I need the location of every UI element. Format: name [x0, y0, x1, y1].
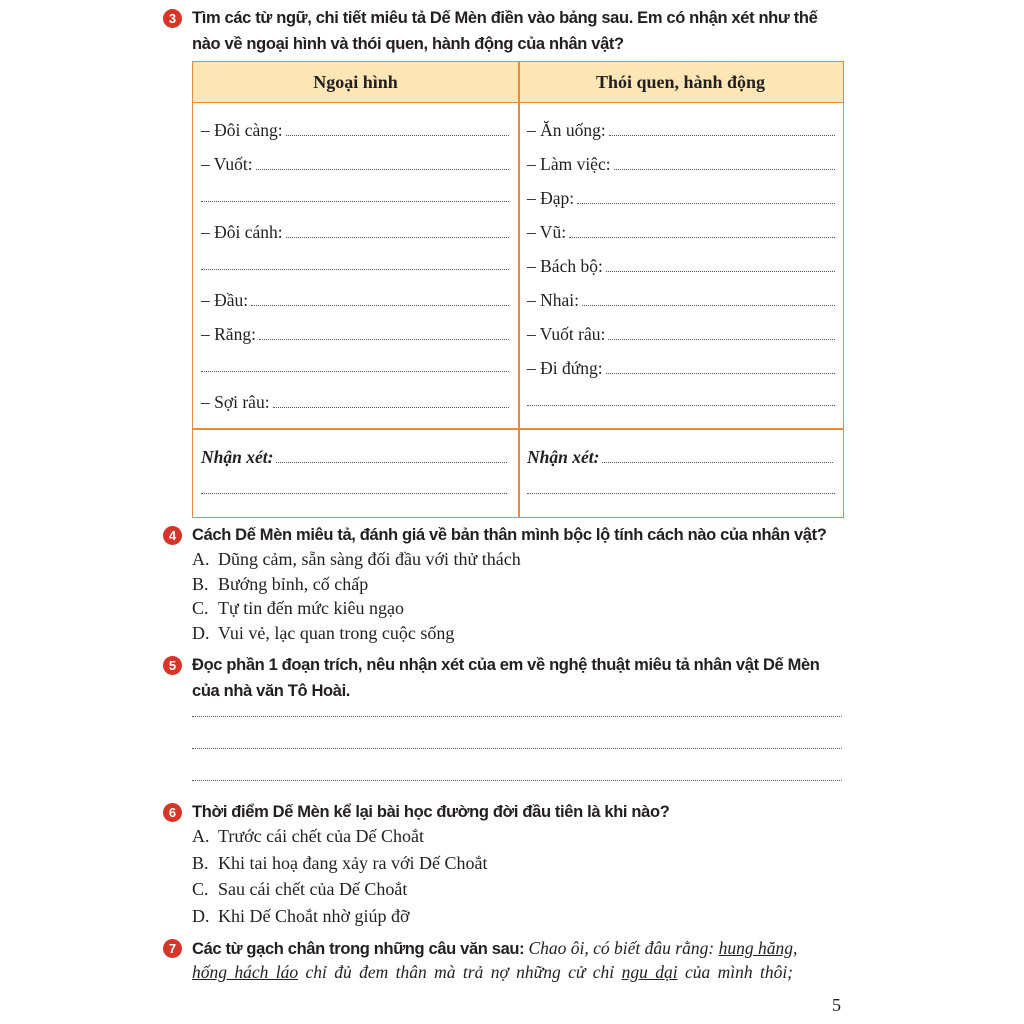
quote-text: chỉ đủ đem thân mà trả nợ những cử chỉ	[298, 962, 622, 982]
option-letter: D.	[192, 623, 210, 644]
comment-field-right-2[interactable]	[527, 480, 835, 494]
option-letter: A.	[192, 549, 210, 569]
question-5-line-1: Đọc phần 1 đoạn trích, nêu nhận xét của em về nghệ thuật miêu tả nhân vật Dế Mèn	[192, 656, 820, 674]
row-label: – Đầu:	[201, 290, 249, 310]
answer-option[interactable]	[192, 574, 368, 595]
answer-option[interactable]	[192, 906, 410, 927]
table-fill-row-left[interactable]	[201, 324, 509, 345]
question-number-badge: 7	[163, 939, 182, 958]
row-label: – Ăn uống:	[527, 120, 606, 140]
table-fill-row-left[interactable]	[201, 290, 509, 311]
underlined-word: hung hăng,	[718, 938, 798, 958]
table-fill-row-right[interactable]	[527, 222, 835, 243]
option-text: Trước cái chết của Dế Choắt	[218, 826, 425, 846]
row-label: – Đi đứng:	[527, 358, 603, 378]
table-fill-row-right[interactable]	[527, 290, 835, 311]
table-fill-row-right[interactable]	[527, 256, 835, 277]
question-7-line-2	[192, 959, 793, 986]
row-label: – Đạp:	[527, 188, 575, 208]
question-3-line-1: Tìm các từ ngữ, chi tiết miêu tả Dế Mèn điền vào bảng sau. Em có nhận xét như thế	[192, 9, 818, 27]
table-fill-row-left[interactable]	[201, 120, 509, 141]
comment-field-left[interactable]	[201, 447, 507, 468]
quote-text: Chao ôi, có biết đâu rằng:	[528, 938, 719, 958]
table-fill-row-left[interactable]	[201, 256, 509, 270]
table-fill-row-left[interactable]	[201, 188, 509, 202]
row-label: – Sợi râu:	[201, 392, 270, 412]
header-appearance: Ngoại hình	[313, 72, 398, 92]
table-fill-row-left[interactable]	[201, 222, 509, 243]
answer-line[interactable]	[192, 716, 842, 717]
row-label: – Vũ:	[527, 222, 567, 242]
row-label: – Nhai:	[527, 290, 580, 310]
question-7-line-1	[192, 935, 844, 962]
option-text: Dũng cảm, sẵn sàng đối đầu với thử thách	[218, 549, 521, 569]
row-label: – Vuốt:	[201, 154, 253, 174]
table-fill-row-left[interactable]	[201, 154, 509, 175]
row-label: – Vuốt râu:	[527, 324, 606, 344]
option-text: Khi Dế Choắt nhờ giúp đỡ	[218, 905, 410, 926]
option-letter: D.	[192, 905, 210, 926]
answer-option[interactable]	[192, 623, 454, 644]
question-6-text: Thời điểm Dế Mèn kể lại bài học đường đời đầu tiên là khi nào?	[192, 803, 670, 821]
comment-label: Nhận xét:	[527, 447, 600, 467]
option-letter: A.	[192, 826, 210, 846]
option-text: Khi tai hoạ đang xảy ra với Dế Choắt	[218, 852, 488, 873]
description-table	[192, 61, 844, 518]
answer-option[interactable]	[192, 598, 404, 619]
answer-option[interactable]	[192, 549, 521, 570]
table-fill-row-right[interactable]	[527, 392, 835, 406]
table-fill-row-right[interactable]	[527, 188, 835, 209]
question-number-badge: 3	[163, 9, 182, 28]
answer-option[interactable]	[192, 853, 487, 874]
table-fill-row-left[interactable]	[201, 358, 509, 372]
option-text: Tự tin đến mức kiêu ngạo	[218, 598, 404, 619]
question-7-lead: Các từ gạch chân trong những câu văn sau:	[192, 940, 529, 958]
row-divider	[193, 428, 843, 430]
row-label: – Bách bộ:	[527, 256, 603, 276]
answer-option[interactable]	[192, 879, 407, 900]
option-text: Sau cái chết của Dế Choắt	[218, 879, 408, 899]
answer-line[interactable]	[192, 748, 842, 749]
table-fill-row-right[interactable]	[527, 154, 835, 175]
table-fill-row-right[interactable]	[527, 358, 835, 379]
row-label: – Đôi càng:	[201, 120, 283, 140]
question-4-text: Cách Dế Mèn miêu tả, đánh giá về bản thân mình bộc lộ tính cách nào của nhân vật?	[192, 526, 827, 544]
question-number-badge: 5	[163, 656, 182, 675]
comment-field-left-2[interactable]	[201, 480, 507, 494]
question-number-badge: 4	[163, 526, 182, 545]
row-label: – Làm việc:	[527, 154, 611, 174]
option-letter: C.	[192, 598, 209, 619]
comment-label: Nhận xét:	[201, 447, 274, 467]
option-letter: B.	[192, 852, 209, 873]
comment-field-right[interactable]	[527, 447, 833, 468]
page-number: 5	[832, 995, 841, 1015]
underlined-word: hống hách láo	[192, 962, 299, 982]
column-divider	[518, 62, 520, 517]
question-3-line-2: nào về ngoại hình và thói quen, hành động của nhân vật?	[192, 35, 624, 53]
answer-option[interactable]	[192, 826, 424, 847]
row-label: – Răng:	[201, 324, 256, 344]
question-number-badge: 6	[163, 803, 182, 822]
underlined-word: ngu dại	[621, 962, 678, 982]
option-letter: B.	[192, 573, 209, 594]
table-fill-row-left[interactable]	[201, 392, 509, 413]
question-5-line-2: của nhà văn Tô Hoài.	[192, 682, 351, 700]
table-fill-row-right[interactable]	[527, 324, 835, 345]
answer-line[interactable]	[192, 780, 842, 781]
quote-text: của mình thôi;	[677, 962, 794, 982]
option-text: Vui vẻ, lạc quan trong cuộc sống	[218, 623, 455, 644]
option-letter: C.	[192, 879, 209, 899]
table-fill-row-right[interactable]	[527, 120, 835, 141]
row-label: – Đôi cánh:	[201, 222, 283, 242]
header-habits: Thói quen, hành động	[595, 72, 766, 92]
option-text: Bướng bỉnh, cố chấp	[218, 573, 369, 594]
